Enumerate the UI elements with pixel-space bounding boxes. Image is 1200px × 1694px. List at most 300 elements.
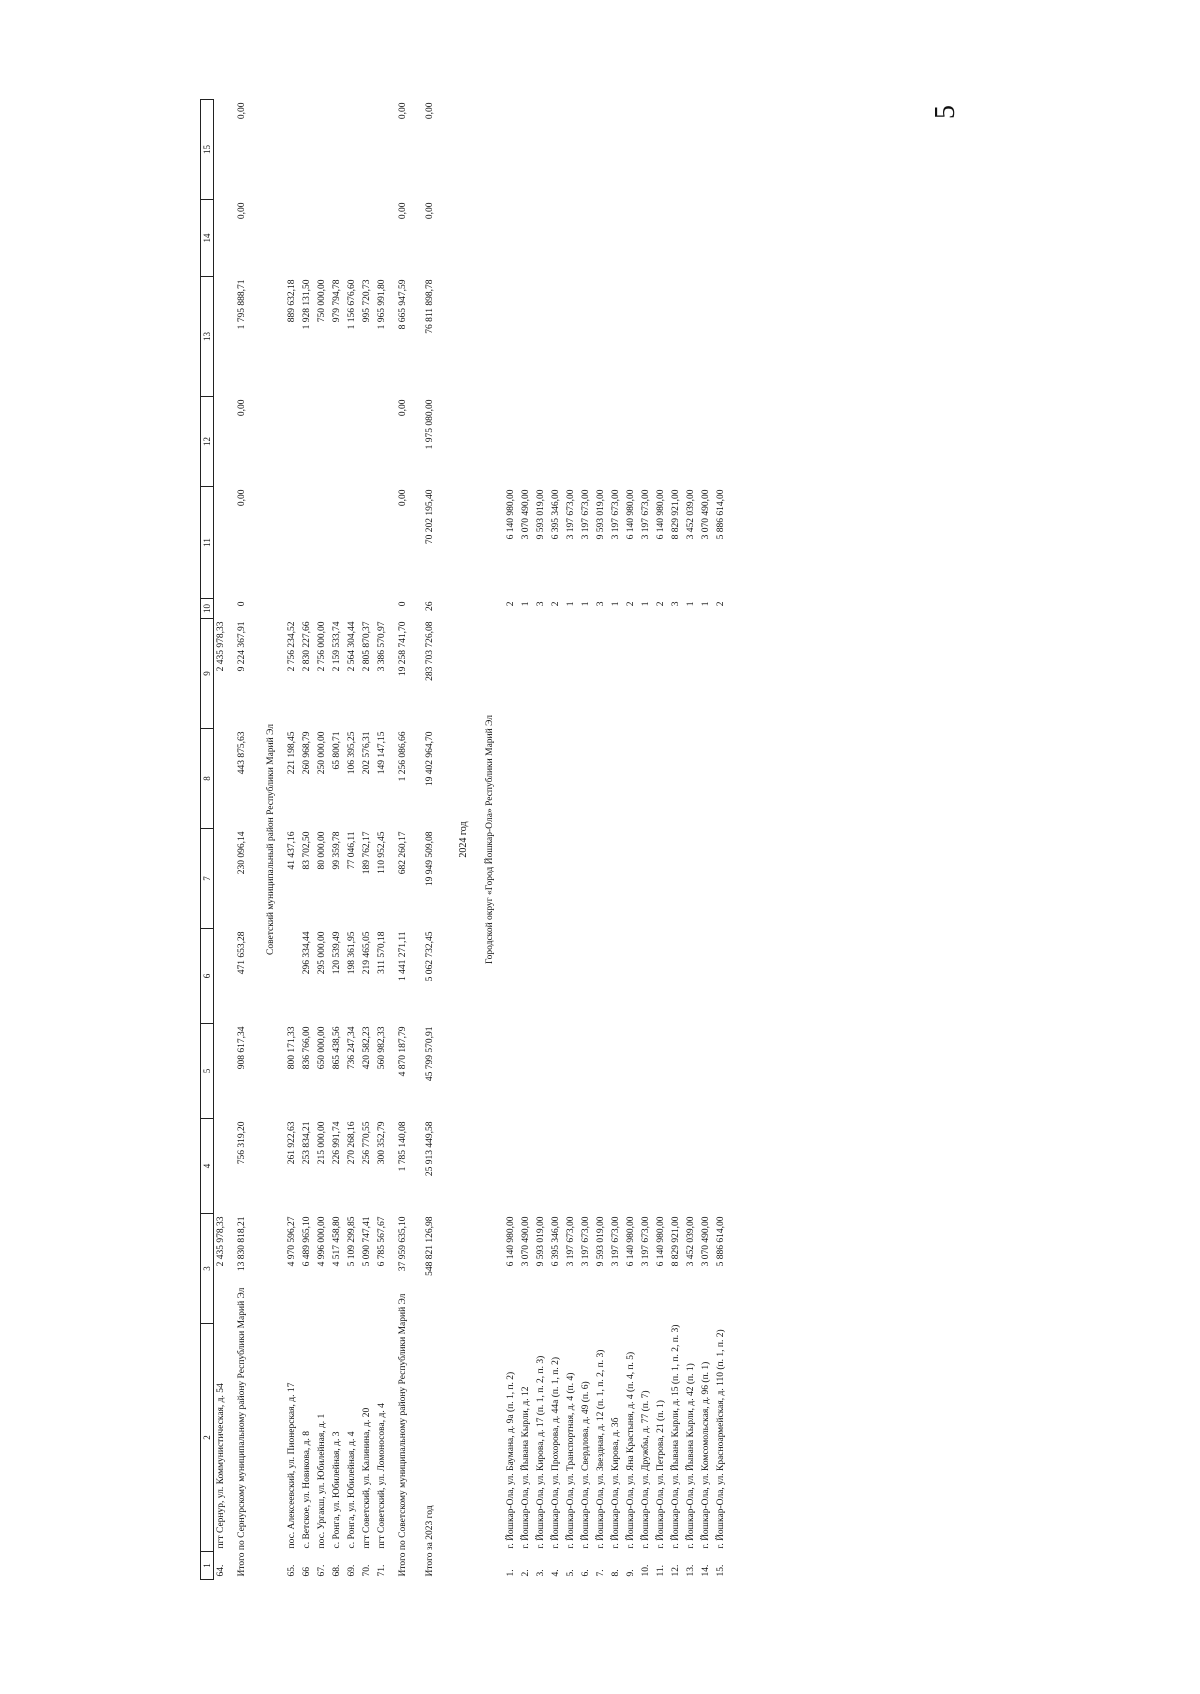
value-cell-c9 bbox=[624, 619, 639, 729]
value-cell-c7 bbox=[669, 829, 684, 929]
value-cell-c15 bbox=[699, 100, 714, 200]
value-cell-c9: 283 703 726,08 bbox=[425, 621, 435, 681]
row-number: 67. bbox=[317, 1564, 327, 1577]
table-row bbox=[699, 100, 714, 1580]
value-cell-c15 bbox=[345, 100, 360, 200]
value-cell-c11: 8 829 921,00 bbox=[671, 489, 681, 540]
value-cell-c3: 4 517 458,80 bbox=[332, 1216, 342, 1267]
value-cell-c8: 65 800,71 bbox=[332, 731, 342, 770]
value-cell-c5: 560 982,33 bbox=[377, 1026, 387, 1070]
value-cell-c10 bbox=[285, 599, 300, 619]
value-cell-c10: 3 bbox=[671, 601, 681, 607]
value-cell-c3: 6 489 965,10 bbox=[302, 1216, 312, 1267]
value-cell-c4: 25 913 449,58 bbox=[425, 1121, 435, 1177]
value-cell-c4 bbox=[579, 1119, 594, 1214]
value-cell-c8 bbox=[699, 729, 714, 829]
value-cell-c11: 3 452 039,00 bbox=[686, 489, 696, 540]
column-number-1: 1 bbox=[201, 1552, 214, 1580]
value-cell-c14: 0,00 bbox=[398, 202, 408, 220]
value-cell-c4 bbox=[594, 1119, 609, 1214]
value-cell-c6 bbox=[564, 929, 579, 1024]
value-cell-c13 bbox=[684, 277, 699, 397]
value-cell-c9: 9 224 367,91 bbox=[237, 621, 247, 672]
value-cell-c11: 9 593 019,00 bbox=[536, 489, 546, 540]
value-cell-c6 bbox=[609, 929, 624, 1024]
value-cell-c7 bbox=[504, 829, 519, 929]
value-cell-c12: 0,00 bbox=[237, 399, 247, 417]
address-cell: г. Йошкар-Ола, ул. Йывана Кырли, д. 15 (п. 1, п. 2, п. 3) bbox=[671, 1324, 681, 1549]
row-number: 15. bbox=[716, 1564, 726, 1577]
value-cell-c3: 5 886 614,00 bbox=[716, 1216, 726, 1267]
value-cell-c10 bbox=[360, 599, 375, 619]
value-cell-c7 bbox=[624, 829, 639, 929]
value-cell-c14: 0,00 bbox=[425, 202, 435, 220]
value-cell-c14 bbox=[375, 200, 390, 277]
value-cell-c7 bbox=[654, 829, 669, 929]
table-row bbox=[315, 100, 330, 1580]
value-cell-c12 bbox=[624, 397, 639, 487]
address-cell: г. Йошкар-Ола, ул. Баумана, д. 9а (п. 1, п. 2) bbox=[506, 1371, 516, 1549]
value-cell-c7: 41 437,16 bbox=[287, 831, 297, 870]
value-cell-c10: 2 bbox=[656, 601, 666, 607]
value-cell-c11: 5 886 614,00 bbox=[716, 489, 726, 540]
value-cell-c12 bbox=[360, 397, 375, 487]
value-cell-c9: 2 564 304,44 bbox=[347, 621, 357, 672]
value-cell-c8 bbox=[609, 729, 624, 829]
value-cell-c4 bbox=[549, 1119, 564, 1214]
table-row bbox=[564, 100, 579, 1580]
value-cell-c4: 300 352,79 bbox=[377, 1121, 387, 1165]
value-cell-c8: 106 395,25 bbox=[347, 731, 357, 775]
value-cell-c9: 2 805 870,37 bbox=[362, 621, 372, 672]
value-cell-c13 bbox=[714, 277, 729, 397]
value-cell-c6: 120 539,49 bbox=[332, 931, 342, 975]
value-cell-c6 bbox=[504, 929, 519, 1024]
value-cell-c5 bbox=[714, 1024, 729, 1119]
value-cell-c14 bbox=[639, 200, 654, 277]
value-cell-c15 bbox=[285, 100, 300, 200]
value-cell-c5: 45 799 570,91 bbox=[425, 1026, 435, 1082]
value-cell-c10: 2 bbox=[551, 601, 561, 607]
value-cell-c12 bbox=[214, 397, 230, 487]
value-cell-c15 bbox=[519, 100, 534, 200]
table-row bbox=[594, 100, 609, 1580]
value-cell-c7 bbox=[519, 829, 534, 929]
value-cell-c3: 13 830 818,21 bbox=[237, 1216, 247, 1272]
value-cell-c8: 1 256 086,66 bbox=[398, 731, 408, 782]
row-number: 10. bbox=[641, 1564, 651, 1577]
table-row bbox=[654, 100, 669, 1580]
value-cell-c7: 80 000,00 bbox=[317, 831, 327, 870]
value-cell-c12 bbox=[345, 397, 360, 487]
column-number-5: 5 bbox=[201, 1024, 214, 1119]
total-row-sernur bbox=[229, 100, 256, 1580]
row-number: 71. bbox=[377, 1564, 387, 1577]
value-cell-c7 bbox=[594, 829, 609, 929]
value-cell-c13 bbox=[214, 277, 230, 397]
table-row bbox=[285, 100, 300, 1580]
table-row bbox=[609, 100, 624, 1580]
value-cell-c8 bbox=[534, 729, 549, 829]
value-cell-c12 bbox=[315, 397, 330, 487]
column-number-3: 3 bbox=[201, 1214, 214, 1324]
value-cell-c4 bbox=[534, 1119, 549, 1214]
table-row bbox=[519, 100, 534, 1580]
value-cell-c11: 3 070 490,00 bbox=[521, 489, 531, 540]
value-cell-c6: 471 653,28 bbox=[237, 931, 247, 975]
value-cell-c8 bbox=[714, 729, 729, 829]
value-cell-c3: 6 140 980,00 bbox=[506, 1216, 516, 1267]
value-cell-c11: 3 197 673,00 bbox=[611, 489, 621, 540]
value-cell-c5 bbox=[564, 1024, 579, 1119]
value-cell-c13: 76 811 898,78 bbox=[425, 279, 435, 334]
value-cell-c13: 1 928 131,50 bbox=[302, 279, 312, 330]
value-cell-c14 bbox=[609, 200, 624, 277]
value-cell-c13 bbox=[654, 277, 669, 397]
value-cell-c7 bbox=[684, 829, 699, 929]
address-cell: пгт Сернур, ул. Коммунистическая, д. 54 bbox=[216, 1383, 226, 1549]
value-cell-c3: 548 821 126,98 bbox=[425, 1216, 435, 1276]
value-cell-c11: 0,00 bbox=[237, 489, 247, 507]
row-number: 64. bbox=[216, 1564, 226, 1577]
value-cell-c13 bbox=[669, 277, 684, 397]
address-cell: г. Йошкар-Ола, ул. Комсомольская, д. 96 (п. 1) bbox=[701, 1361, 711, 1549]
value-cell-c13 bbox=[624, 277, 639, 397]
value-cell-c12: 1 975 080,00 bbox=[425, 399, 435, 450]
value-cell-c10: 1 bbox=[566, 601, 576, 607]
value-cell-c6 bbox=[624, 929, 639, 1024]
value-cell-c11: 3 197 673,00 bbox=[581, 489, 591, 540]
value-cell-c15 bbox=[714, 100, 729, 200]
value-cell-c12 bbox=[549, 397, 564, 487]
value-cell-c7: 682 260,17 bbox=[398, 831, 408, 875]
value-cell-c13 bbox=[564, 277, 579, 397]
address-cell: г. Йошкар-Ола, ул. Петрова, 21 (п. 1) bbox=[656, 1400, 666, 1549]
value-cell-c15 bbox=[654, 100, 669, 200]
value-cell-c11: 6 140 980,00 bbox=[656, 489, 666, 540]
value-cell-c12 bbox=[714, 397, 729, 487]
row-number: 1. bbox=[506, 1569, 516, 1577]
value-cell-c5 bbox=[624, 1024, 639, 1119]
value-cell-c14 bbox=[360, 200, 375, 277]
column-number-11: 11 bbox=[201, 487, 214, 599]
value-cell-c5 bbox=[609, 1024, 624, 1119]
value-cell-c11 bbox=[375, 487, 390, 599]
value-cell-c15 bbox=[624, 100, 639, 200]
value-cell-c15 bbox=[360, 100, 375, 200]
value-cell-c5 bbox=[684, 1024, 699, 1119]
value-cell-c11: 6 140 980,00 bbox=[506, 489, 516, 540]
value-cell-c13 bbox=[549, 277, 564, 397]
value-cell-c4 bbox=[609, 1119, 624, 1214]
value-cell-c13: 979 794,78 bbox=[332, 279, 342, 323]
value-cell-c3: 9 593 019,00 bbox=[536, 1216, 546, 1267]
value-cell-c5 bbox=[699, 1024, 714, 1119]
value-cell-c11: 3 197 673,00 bbox=[566, 489, 576, 540]
value-cell-c11: 9 593 019,00 bbox=[596, 489, 606, 540]
address-cell: пгт Советский, ул. Ломоносова, д. 4 bbox=[377, 1403, 387, 1549]
value-cell-c4: 756 319,20 bbox=[237, 1121, 247, 1165]
value-cell-c3: 3 197 673,00 bbox=[611, 1216, 621, 1267]
value-cell-c11: 6 140 980,00 bbox=[626, 489, 636, 540]
value-cell-c4: 256 770,55 bbox=[362, 1121, 372, 1165]
address-cell: г. Йошкар-Ола, ул. Транспортная, д. 4 (п. 4) bbox=[566, 1372, 576, 1549]
value-cell-c8 bbox=[594, 729, 609, 829]
table-body bbox=[214, 100, 730, 1580]
value-cell-c3: 3 197 673,00 bbox=[641, 1216, 651, 1267]
row-number: 11. bbox=[656, 1564, 666, 1577]
address-cell: с. Ветское, ул. Новикова, д. 8 bbox=[302, 1430, 312, 1549]
value-cell-c8 bbox=[624, 729, 639, 829]
value-cell-c9 bbox=[564, 619, 579, 729]
value-cell-c7 bbox=[609, 829, 624, 929]
value-cell-c13 bbox=[504, 277, 519, 397]
value-cell-c5 bbox=[579, 1024, 594, 1119]
value-cell-c14 bbox=[669, 200, 684, 277]
row-number: 65. bbox=[287, 1564, 297, 1577]
value-cell-c3: 8 829 921,00 bbox=[671, 1216, 681, 1267]
total-label: Итого по Советскому муниципальному району Республики Марий Эл bbox=[398, 1293, 408, 1577]
value-cell-c12 bbox=[579, 397, 594, 487]
value-cell-c9 bbox=[609, 619, 624, 729]
table-row bbox=[330, 100, 345, 1580]
value-cell-c9 bbox=[519, 619, 534, 729]
value-cell-c4 bbox=[214, 1119, 230, 1214]
value-cell-c6 bbox=[214, 929, 230, 1024]
value-cell-c9: 19 258 741,70 bbox=[398, 621, 408, 677]
value-cell-c11: 0,00 bbox=[398, 489, 408, 507]
value-cell-c9 bbox=[654, 619, 669, 729]
value-cell-c9: 2 756 234,52 bbox=[287, 621, 297, 672]
value-cell-c4 bbox=[519, 1119, 534, 1214]
value-cell-c9 bbox=[594, 619, 609, 729]
value-cell-c11: 3 197 673,00 bbox=[641, 489, 651, 540]
value-cell-c3: 6 785 567,67 bbox=[377, 1216, 387, 1267]
value-cell-c7: 19 949 509,08 bbox=[425, 831, 435, 887]
value-cell-c15 bbox=[684, 100, 699, 200]
value-cell-c15 bbox=[609, 100, 624, 200]
value-cell-c6: 296 334,44 bbox=[302, 931, 312, 975]
value-cell-c3: 6 140 980,00 bbox=[626, 1216, 636, 1267]
value-cell-c3: 4 996 000,00 bbox=[317, 1216, 327, 1267]
value-cell-c15 bbox=[534, 100, 549, 200]
value-cell-c12 bbox=[699, 397, 714, 487]
value-cell-c12 bbox=[639, 397, 654, 487]
rotated-table-container bbox=[200, 100, 980, 1580]
value-cell-c7 bbox=[534, 829, 549, 929]
table-row bbox=[300, 100, 315, 1580]
value-cell-c3: 3 452 039,00 bbox=[686, 1216, 696, 1267]
year-heading-2024-label: 2024 год bbox=[458, 821, 469, 858]
value-cell-c12 bbox=[594, 397, 609, 487]
value-cell-c11: 3 070 490,00 bbox=[701, 489, 711, 540]
value-cell-c10 bbox=[330, 599, 345, 619]
row-number: 69. bbox=[347, 1564, 357, 1577]
table-row bbox=[375, 100, 390, 1580]
value-cell-c6 bbox=[654, 929, 669, 1024]
value-cell-c7 bbox=[579, 829, 594, 929]
section-heading-yoshkar-ola-label: Городской округ «Город Йошкар-Ола» Республики Марий Эл bbox=[485, 715, 495, 964]
value-cell-c7 bbox=[714, 829, 729, 929]
address-cell: г. Йошкар-Ола, ул. Красноармейская, д. 110 (п. 1, п. 2) bbox=[716, 1329, 726, 1549]
value-cell-c14: 0,00 bbox=[237, 202, 247, 220]
value-cell-c13: 8 665 947,59 bbox=[398, 279, 408, 330]
value-cell-c6 bbox=[519, 929, 534, 1024]
address-cell: г. Йошкар-Ола, ул. Дружбы, д. 77 (п. 7) bbox=[641, 1390, 651, 1549]
column-number-15: 15 bbox=[201, 100, 214, 200]
value-cell-c14 bbox=[504, 200, 519, 277]
table-row bbox=[579, 100, 594, 1580]
value-cell-c7: 230 096,14 bbox=[237, 831, 247, 875]
value-cell-c6 bbox=[594, 929, 609, 1024]
value-cell-c10: 2 bbox=[716, 601, 726, 607]
table-row bbox=[214, 100, 230, 1580]
value-cell-c8 bbox=[684, 729, 699, 829]
value-cell-c8 bbox=[214, 729, 230, 829]
column-number-header-row bbox=[201, 100, 214, 1580]
value-cell-c14 bbox=[654, 200, 669, 277]
address-cell: с. Ронга, ул. Юбилейная, д. 4 bbox=[347, 1431, 357, 1549]
row-number: 4. bbox=[551, 1569, 561, 1577]
total-row-sovetsky bbox=[390, 100, 417, 1580]
address-cell: пос. Алексеевский, ул. Пионерская, д. 17 bbox=[287, 1382, 297, 1549]
value-cell-c5 bbox=[669, 1024, 684, 1119]
value-cell-c13: 1 795 888,71 bbox=[237, 279, 247, 330]
value-cell-c5: 4 870 187,79 bbox=[398, 1026, 408, 1077]
value-cell-c10: 1 bbox=[686, 601, 696, 607]
value-cell-c14 bbox=[214, 200, 230, 277]
value-cell-c5: 650 000,00 bbox=[317, 1026, 327, 1070]
value-cell-c11 bbox=[345, 487, 360, 599]
value-cell-c6: 1 441 271,11 bbox=[398, 931, 408, 982]
value-cell-c8: 19 402 964,70 bbox=[425, 731, 435, 787]
value-cell-c13 bbox=[639, 277, 654, 397]
value-cell-c14 bbox=[534, 200, 549, 277]
value-cell-c6: 219 465,05 bbox=[362, 931, 372, 975]
value-cell-c13 bbox=[534, 277, 549, 397]
value-cell-c13 bbox=[699, 277, 714, 397]
value-cell-c12 bbox=[330, 397, 345, 487]
value-cell-c9 bbox=[534, 619, 549, 729]
value-cell-c12 bbox=[684, 397, 699, 487]
value-cell-c14 bbox=[699, 200, 714, 277]
value-cell-c13: 995 720,73 bbox=[362, 279, 372, 323]
value-cell-c15 bbox=[504, 100, 519, 200]
address-cell: г. Йошкар-Ола, ул. Йывана Кырли, д. 42 (п. 1) bbox=[686, 1363, 696, 1549]
value-cell-c7: 83 702,50 bbox=[302, 831, 312, 870]
value-cell-c12 bbox=[375, 397, 390, 487]
value-cell-c3: 3 070 490,00 bbox=[701, 1216, 711, 1267]
value-cell-c11 bbox=[214, 487, 230, 599]
value-cell-c14 bbox=[624, 200, 639, 277]
value-cell-c14 bbox=[564, 200, 579, 277]
value-cell-c14 bbox=[519, 200, 534, 277]
value-cell-c14 bbox=[594, 200, 609, 277]
value-cell-c5 bbox=[214, 1024, 230, 1119]
value-cell-c12 bbox=[534, 397, 549, 487]
value-cell-c13 bbox=[579, 277, 594, 397]
value-cell-c9: 2 830 227,66 bbox=[302, 621, 312, 672]
value-cell-c11 bbox=[315, 487, 330, 599]
value-cell-c6 bbox=[684, 929, 699, 1024]
value-cell-c8 bbox=[549, 729, 564, 829]
row-number: 6. bbox=[581, 1569, 591, 1577]
table-row bbox=[549, 100, 564, 1580]
value-cell-c4: 261 922,63 bbox=[287, 1121, 297, 1165]
table-row bbox=[504, 100, 519, 1580]
value-cell-c6: 295 000,00 bbox=[317, 931, 327, 975]
value-cell-c3: 37 959 635,10 bbox=[398, 1216, 408, 1272]
value-cell-c14 bbox=[684, 200, 699, 277]
value-cell-c9: 2 159 533,74 bbox=[332, 621, 342, 672]
value-cell-c6: 311 570,18 bbox=[377, 931, 387, 974]
value-cell-c12 bbox=[609, 397, 624, 487]
section-heading-yoshkar-ola bbox=[475, 100, 504, 1580]
value-cell-c15 bbox=[579, 100, 594, 200]
value-cell-c8 bbox=[639, 729, 654, 829]
value-cell-c6 bbox=[669, 929, 684, 1024]
value-cell-c3: 6 140 980,00 bbox=[656, 1216, 666, 1267]
value-cell-c11 bbox=[285, 487, 300, 599]
value-cell-c14 bbox=[549, 200, 564, 277]
value-cell-c10: 2 bbox=[626, 601, 636, 607]
value-cell-c7: 77 046,11 bbox=[347, 831, 357, 870]
value-cell-c15 bbox=[594, 100, 609, 200]
address-cell: г. Йошкар-Ола, ул. Прохорова, д. 44а (п. 1, п. 2) bbox=[551, 1356, 561, 1549]
value-cell-c7 bbox=[564, 829, 579, 929]
total-row-2023 bbox=[417, 100, 444, 1580]
value-cell-c4 bbox=[684, 1119, 699, 1214]
address-cell: пос. Ургакш, ул. Юбилейная, д. 1 bbox=[317, 1413, 327, 1549]
value-cell-c6 bbox=[285, 929, 300, 1024]
value-cell-c9: 2 435 978,33 bbox=[216, 621, 226, 672]
value-cell-c5 bbox=[639, 1024, 654, 1119]
value-cell-c15 bbox=[315, 100, 330, 200]
value-cell-c10 bbox=[300, 599, 315, 619]
value-cell-c7: 110 952,45 bbox=[377, 831, 387, 874]
column-number-4: 4 bbox=[201, 1119, 214, 1214]
value-cell-c3: 5 109 299,85 bbox=[347, 1216, 357, 1267]
value-cell-c10: 3 bbox=[536, 601, 546, 607]
value-cell-c9: 3 386 570,97 bbox=[377, 621, 387, 672]
value-cell-c10: 1 bbox=[521, 601, 531, 607]
value-cell-c11: 6 395 346,00 bbox=[551, 489, 561, 540]
value-cell-c15: 0,00 bbox=[425, 102, 435, 120]
value-cell-c12: 0,00 bbox=[398, 399, 408, 417]
value-cell-c9 bbox=[549, 619, 564, 729]
row-number: 9. bbox=[626, 1569, 636, 1577]
table-row bbox=[624, 100, 639, 1580]
column-number-10: 10 bbox=[201, 599, 214, 619]
value-cell-c3: 3 197 673,00 bbox=[581, 1216, 591, 1267]
row-number: 70. bbox=[362, 1564, 372, 1577]
value-cell-c6: 198 361,95 bbox=[347, 931, 357, 975]
value-cell-c8: 260 968,79 bbox=[302, 731, 312, 775]
section-heading-sovetsky-label: Советский муниципальный район Республики Марий Эл bbox=[266, 724, 276, 955]
value-cell-c10 bbox=[375, 599, 390, 619]
value-cell-c4: 270 268,16 bbox=[347, 1121, 357, 1165]
value-cell-c8: 202 576,31 bbox=[362, 731, 372, 775]
value-cell-c9 bbox=[579, 619, 594, 729]
value-cell-c13: 889 632,18 bbox=[287, 279, 297, 323]
table-row bbox=[345, 100, 360, 1580]
value-cell-c3: 9 593 019,00 bbox=[596, 1216, 606, 1267]
address-cell: г. Йошкар-Ола, ул. Яна Крастыня, д. 4 (п. 4, п. 5) bbox=[626, 1351, 636, 1549]
value-cell-c10 bbox=[345, 599, 360, 619]
value-cell-c13 bbox=[594, 277, 609, 397]
row-number: 2. bbox=[521, 1569, 531, 1577]
value-cell-c9 bbox=[714, 619, 729, 729]
